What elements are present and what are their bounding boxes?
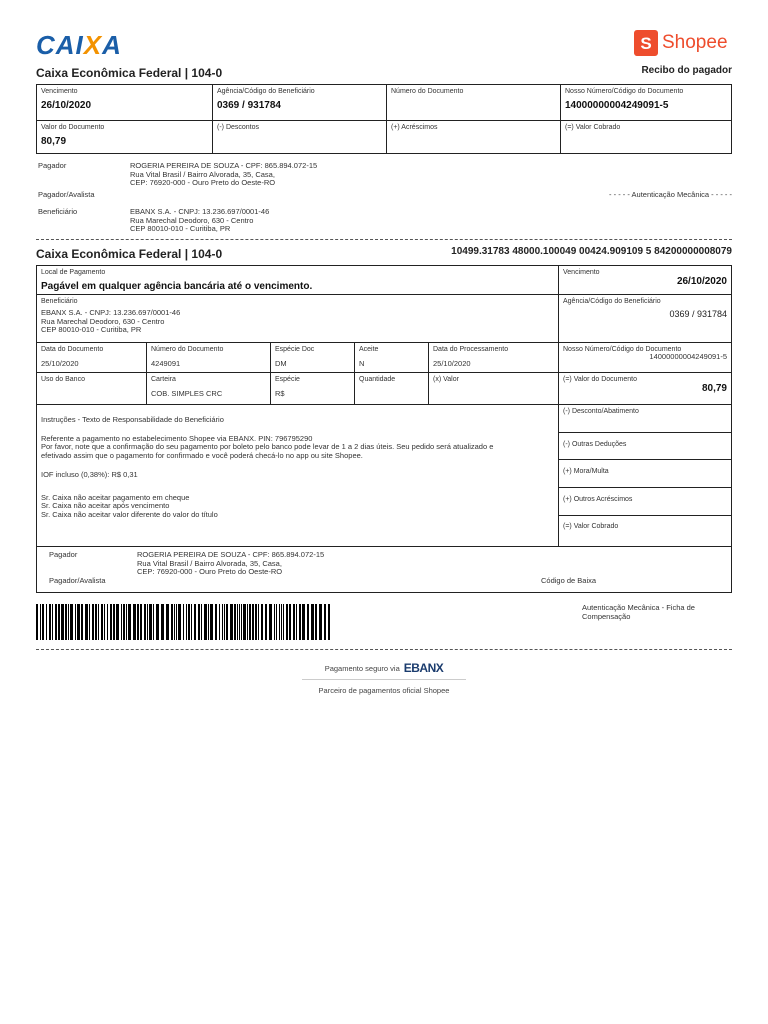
barcode-bar bbox=[286, 604, 288, 640]
barcode-bar bbox=[281, 604, 282, 640]
field-label: (=) Valor Cobrado bbox=[565, 124, 621, 131]
barcode-bar bbox=[194, 604, 196, 640]
barcode-bar bbox=[289, 604, 291, 640]
slip-nosso-numero: 14000000004249091-5 bbox=[649, 352, 727, 361]
carteira: COB. SIMPLES CRC bbox=[151, 389, 223, 398]
barcode-bar bbox=[81, 604, 83, 640]
receipt-nosso-numero: 14000000004249091-5 bbox=[565, 100, 669, 111]
field-label: Espécie bbox=[275, 376, 300, 383]
barcode-bar bbox=[324, 604, 326, 640]
cut-line bbox=[36, 649, 732, 650]
pagador-line: CEP: 76920-000 - Ouro Preto do Oeste-RO bbox=[130, 178, 276, 187]
receipt-valor-doc-cell bbox=[37, 121, 213, 153]
pagador-line: Rua Vital Brasil / Bairro Alvorada, 35, Casa, bbox=[130, 169, 275, 179]
barcode-bar bbox=[299, 604, 301, 640]
barcode-bar bbox=[201, 604, 202, 640]
field-label: (x) Valor bbox=[433, 376, 459, 383]
barcode-bar bbox=[123, 604, 125, 640]
slip-pagador-label: Pagador bbox=[49, 550, 78, 559]
receipt-pagador-label: Pagador bbox=[38, 161, 67, 170]
barcode-bar bbox=[52, 604, 53, 640]
linha-digitavel: 10499.31783 48000.100049 00424.909109 5 84200000008079 bbox=[451, 246, 732, 257]
especie-doc-cell bbox=[271, 343, 355, 373]
barcode-bar bbox=[274, 604, 275, 640]
barcode-bar bbox=[89, 604, 90, 640]
uso-banco-cell bbox=[37, 373, 147, 405]
barcode-bar bbox=[219, 604, 220, 640]
field-label: Espécie Doc bbox=[275, 346, 315, 353]
desconto-cell bbox=[559, 405, 731, 433]
codigo-baixa-label: Código de Baixa bbox=[541, 576, 597, 585]
autenticacao-ficha: Autenticação Mecânica - Ficha de Compensação bbox=[582, 603, 695, 621]
shopee-logo-text: Shopee bbox=[662, 32, 728, 53]
barcode-bar bbox=[302, 604, 305, 640]
outros-acrescimos-cell bbox=[559, 488, 731, 516]
especie-doc: DM bbox=[275, 359, 287, 368]
slip-valor-doc-cell bbox=[559, 373, 731, 405]
pagador-line: CEP: 76920-000 - Ouro Preto do Oeste-RO bbox=[137, 567, 283, 576]
field-label: Vencimento bbox=[41, 88, 78, 95]
barcode-bar bbox=[222, 604, 223, 640]
barcode-bar bbox=[265, 604, 267, 640]
barcode-bar bbox=[247, 604, 248, 640]
barcode-bar bbox=[210, 604, 213, 640]
barcode-bar bbox=[208, 604, 209, 640]
barcode-bar bbox=[183, 604, 184, 640]
field-label: Local de Pagamento bbox=[41, 269, 106, 276]
barcode-bar bbox=[137, 604, 139, 640]
field-label: Número do Documento bbox=[391, 88, 464, 95]
field-label: (-) Descontos bbox=[217, 124, 260, 131]
barcode-bar bbox=[224, 604, 225, 640]
barcode-bar bbox=[226, 604, 228, 640]
receipt-avalista-label: Pagador/Avalista bbox=[38, 190, 95, 199]
caixa-logo-x: X bbox=[83, 30, 103, 60]
slip-pagador-block bbox=[137, 551, 324, 577]
mora-cell bbox=[559, 460, 731, 488]
barcode-bar bbox=[230, 604, 233, 640]
receipt-beneficiario-block bbox=[130, 208, 269, 234]
receipt-agencia-cell bbox=[213, 85, 387, 121]
barcode-bar bbox=[70, 604, 73, 640]
beneficiario-line: CEP 80010-010 - Curitiba, PR bbox=[130, 224, 231, 233]
field-label: Nosso Número/Código do Documento bbox=[563, 346, 682, 353]
field-label: Número do Documento bbox=[151, 346, 224, 353]
barcode-bar bbox=[126, 604, 127, 640]
instr-line: Referente a pagamento no estabelecimento Shopee via EBANX. PIN: 796795290 bbox=[41, 433, 313, 443]
receipt-nosso-numero-cell bbox=[561, 85, 731, 121]
sr-block bbox=[41, 494, 554, 520]
receipt-label: Recibo do pagador bbox=[641, 65, 732, 76]
receipt-autenticacao: - - - - - Autenticação Mecânica - - - - - bbox=[609, 190, 732, 199]
slip-beneficiario-block bbox=[41, 309, 554, 335]
barcode-bar bbox=[140, 604, 142, 640]
barcode-bar bbox=[237, 604, 238, 640]
data-doc: 25/10/2020 bbox=[41, 359, 79, 368]
field-label: Beneficiário bbox=[41, 298, 78, 305]
receipt-numero-doc-cell bbox=[387, 85, 561, 121]
beneficiario-line: EBANX S.A. - CNPJ: 13.236.697/0001-46 bbox=[130, 207, 270, 216]
barcode-bar bbox=[104, 604, 105, 640]
barcode-bar bbox=[269, 604, 272, 640]
barcode-bar bbox=[239, 604, 240, 640]
slip-pagador-box bbox=[36, 546, 732, 593]
slip-agencia: 0369 / 931784 bbox=[669, 309, 727, 319]
field-label: Carteira bbox=[151, 376, 176, 383]
barcode-bar bbox=[252, 604, 254, 640]
slip-agencia-cell bbox=[559, 295, 731, 343]
barcode-bar bbox=[171, 604, 173, 640]
barcode-bar bbox=[68, 604, 69, 640]
barcode-bar bbox=[36, 604, 38, 640]
beneficiario-line: Rua Marechal Deodoro, 630 - Centro bbox=[130, 215, 254, 225]
barcode-bar bbox=[156, 604, 159, 640]
barcode-bar bbox=[58, 604, 60, 640]
barcode-bar bbox=[61, 604, 64, 640]
field-label: Agência/Código do Beneficiário bbox=[563, 298, 661, 305]
barcode-bar bbox=[98, 604, 99, 640]
barcode-bar bbox=[204, 604, 207, 640]
numero-doc-cell bbox=[147, 343, 271, 373]
slip-beneficiario-cell bbox=[37, 295, 559, 343]
field-label: Uso do Banco bbox=[41, 376, 85, 383]
barcode-bar bbox=[249, 604, 251, 640]
field-label: (-) Desconto/Abatimento bbox=[563, 408, 639, 415]
barcode-bar bbox=[153, 604, 154, 640]
barcode-bar bbox=[178, 604, 181, 640]
carteira-cell bbox=[147, 373, 271, 405]
barcode-bar bbox=[95, 604, 97, 640]
field-label: Nosso Número/Código do Documento bbox=[565, 88, 684, 95]
barcode-bar bbox=[198, 604, 200, 640]
barcode-bar bbox=[311, 604, 314, 640]
cut-line bbox=[36, 239, 732, 240]
instr-line: Por favor, note que a confirmação do seu pagamento por boleto pelo banco pode levar de 1 a 2 dias úteis. Seu pedido será atualizado e bbox=[41, 442, 494, 451]
barcode-bar bbox=[46, 604, 47, 640]
especie: R$ bbox=[275, 389, 285, 398]
local-pagamento: Pagável em qualquer agência bancária até o vencimento. bbox=[41, 281, 313, 292]
barcode-bar bbox=[176, 604, 177, 640]
receipt-acrescimos-cell bbox=[387, 121, 561, 153]
slip-nosso-numero-cell bbox=[559, 343, 731, 373]
field-label: (+) Outros Acréscimos bbox=[563, 496, 633, 503]
barcode-bar bbox=[101, 604, 103, 640]
receipt-beneficiario-label: Beneficiário bbox=[38, 207, 78, 216]
receipt-descontos-cell bbox=[213, 121, 387, 153]
barcode-bar bbox=[191, 604, 192, 640]
field-label: Valor do Documento bbox=[41, 124, 105, 131]
barcode-bar bbox=[85, 604, 88, 640]
barcode-bar bbox=[319, 604, 322, 640]
field-label: (=) Valor do Documento bbox=[563, 376, 637, 383]
barcode-bar bbox=[258, 604, 259, 640]
shopee-logo bbox=[634, 30, 728, 56]
instrucoes-block bbox=[41, 435, 554, 461]
barcode-bar bbox=[296, 604, 297, 640]
slip-valor-cobrado-cell bbox=[559, 516, 731, 546]
slip-valor-doc: 80,79 bbox=[701, 383, 727, 394]
receipt-agencia: 0369 / 931784 bbox=[217, 100, 281, 111]
barcode-bar bbox=[55, 604, 57, 640]
data-doc-cell bbox=[37, 343, 147, 373]
beneficiario-line: CEP 80010-010 - Curitiba, PR bbox=[41, 325, 142, 334]
field-label: Data do Processamento bbox=[433, 346, 509, 353]
barcode-bar bbox=[307, 604, 309, 640]
iof: IOF incluso (0,38%): R$ 0,31 bbox=[41, 470, 138, 479]
barcode-bar bbox=[40, 604, 41, 640]
barcode-bar bbox=[276, 604, 277, 640]
slip-box bbox=[36, 265, 732, 547]
local-pagamento-cell bbox=[37, 266, 559, 295]
pagador-line: ROGERIA PEREIRA DE SOUZA - CPF: 865.894.072-15 bbox=[130, 161, 318, 170]
barcode-bar bbox=[92, 604, 94, 640]
barcode-bar bbox=[161, 604, 164, 640]
receipt-box bbox=[36, 84, 732, 154]
quantidade-cell bbox=[355, 373, 429, 405]
barcode-bar bbox=[75, 604, 76, 640]
barcode-bar bbox=[110, 604, 112, 640]
field-label: (+) Acréscimos bbox=[391, 124, 438, 131]
ebanx-logo: EBANX bbox=[403, 661, 444, 675]
footer-secure bbox=[0, 661, 768, 675]
barcode-bar bbox=[315, 604, 317, 640]
barcode-bar bbox=[65, 604, 67, 640]
pagador-line: Rua Vital Brasil / Bairro Alvorada, 35, Casa, bbox=[137, 558, 282, 568]
barcode-bar bbox=[113, 604, 115, 640]
pagador-line: ROGERIA PEREIRA DE SOUZA - CPF: 865.894.072-15 bbox=[137, 550, 325, 559]
barcode-bar bbox=[241, 604, 242, 640]
field-label: Quantidade bbox=[359, 376, 396, 383]
parceiro: Parceiro de pagamentos oficial Shopee bbox=[318, 686, 450, 695]
receipt-vencimento-cell bbox=[37, 85, 213, 121]
shopee-bag-icon: S bbox=[634, 30, 658, 56]
barcode-bar bbox=[149, 604, 152, 640]
beneficiario-line: Rua Marechal Deodoro, 630 - Centro bbox=[41, 316, 165, 326]
data-proc-cell bbox=[429, 343, 559, 373]
barcode-bar bbox=[188, 604, 190, 640]
barcode-bar bbox=[121, 604, 122, 640]
beneficiario-line: EBANX S.A. - CNPJ: 13.236.697/0001-46 bbox=[41, 308, 181, 317]
field-label: Vencimento bbox=[563, 269, 600, 276]
barcode-bar bbox=[186, 604, 187, 640]
sr-line: Sr. Caixa não aceitar após vencimento bbox=[41, 501, 170, 510]
numero-doc: 4249091 bbox=[151, 359, 181, 368]
field-label: Aceite bbox=[359, 346, 379, 353]
outras-deducoes-cell bbox=[559, 433, 731, 460]
slip-bank-title: Caixa Econômica Federal | 104-0 bbox=[36, 247, 223, 261]
instr-line: efetivado assim que o pagamento for confirmado e você poderá checá-lo no app ou site Shopee. bbox=[41, 450, 363, 460]
receipt-vencimento: 26/10/2020 bbox=[41, 100, 92, 111]
barcode-bar bbox=[116, 604, 119, 640]
pagamento-seguro: Pagamento seguro via bbox=[324, 663, 400, 673]
receipt-valor-doc: 80,79 bbox=[41, 136, 67, 147]
barcode-bar bbox=[166, 604, 169, 640]
instrucoes-label: Instruções - Texto de Responsabilidade do Beneficiário bbox=[41, 415, 224, 424]
barcode-bar bbox=[255, 604, 257, 640]
sr-line: Sr. Caixa não aceitar pagamento em cheque bbox=[41, 492, 190, 502]
barcode-bar bbox=[293, 604, 295, 640]
barcode-bar bbox=[42, 604, 44, 640]
barcode-bar bbox=[283, 604, 284, 640]
field-label: Data do Documento bbox=[41, 346, 104, 353]
field-label: Agência/Código do Beneficiário bbox=[217, 88, 315, 95]
field-label: (+) Mora/Multa bbox=[563, 468, 609, 475]
barcode-bar bbox=[77, 604, 80, 640]
receipt-pagador-block bbox=[130, 162, 317, 188]
barcode-bar bbox=[215, 604, 217, 640]
barcode-bar bbox=[128, 604, 131, 640]
receipt-valor-cobrado-cell bbox=[561, 121, 731, 153]
field-label: (=) Valor Cobrado bbox=[563, 523, 619, 530]
caixa-logo-part: A bbox=[102, 30, 122, 60]
barcode-bar bbox=[243, 604, 246, 640]
slip-vencimento: 26/10/2020 bbox=[676, 276, 727, 287]
especie-cell bbox=[271, 373, 355, 405]
barcode-image bbox=[36, 604, 336, 640]
barcode-bar bbox=[49, 604, 51, 640]
barcode-bar bbox=[144, 604, 146, 640]
barcode-bar bbox=[133, 604, 136, 640]
sr-line: Sr. Caixa não aceitar valor diferente do valor do título bbox=[41, 509, 218, 519]
barcode-bar bbox=[147, 604, 148, 640]
barcode-bar bbox=[107, 604, 108, 640]
aceite-cell bbox=[355, 343, 429, 373]
data-proc: 25/10/2020 bbox=[433, 359, 471, 368]
footer-divider bbox=[302, 679, 466, 680]
field-label: (-) Outras Deduções bbox=[563, 441, 627, 448]
receipt-bank-title: Caixa Econômica Federal | 104-0 bbox=[36, 66, 223, 80]
slip-vencimento-cell bbox=[559, 266, 731, 295]
slip-avalista-label: Pagador/Avalista bbox=[49, 576, 106, 585]
caixa-logo bbox=[36, 30, 122, 61]
barcode-bar bbox=[328, 604, 330, 640]
x-valor-cell bbox=[429, 373, 559, 405]
barcode-bar bbox=[234, 604, 236, 640]
barcode-bar bbox=[174, 604, 175, 640]
barcode-bar bbox=[279, 604, 280, 640]
instrucoes-cell bbox=[37, 405, 559, 547]
caixa-logo-part: CAI bbox=[36, 30, 84, 60]
aceite: N bbox=[359, 359, 365, 368]
barcode-bar bbox=[261, 604, 263, 640]
